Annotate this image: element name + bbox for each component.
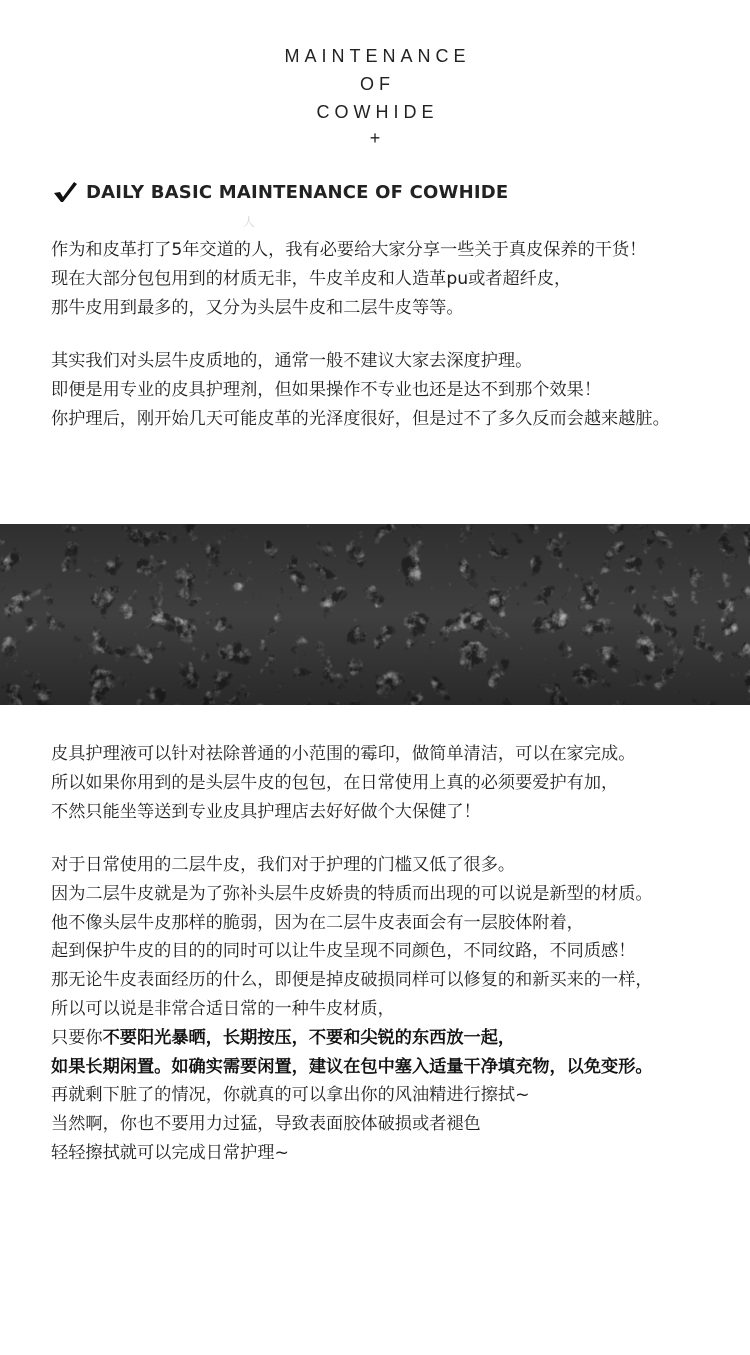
text-line-prefix: 只要你 <box>51 1027 103 1048</box>
bold-advice-text: 如果长期闲置。如确实需要闲置，建议在包中塞入适量干净填充物，以免变形。 <box>51 1056 653 1077</box>
text-line: 你护理后，刚开始几天可能皮革的光泽度很好，但是过不了多久反而会越来越脏。 <box>51 408 670 429</box>
text-line: 其实我们对头层牛皮质地的，通常一般不建议大家去深度护理。 <box>51 351 533 371</box>
text-line: 所以可以说是非常合适日常的一种牛皮材质， <box>51 998 395 1019</box>
bold-advice-line-2 <box>51 1053 741 1082</box>
text-line: 即便是用专业的皮具护理剂，但如果操作不专业也还是达不到那个效果！ <box>51 379 602 400</box>
leather-texture-image <box>0 524 750 705</box>
text-line: 起到保护牛皮的目的的同时可以让牛皮呈现不同颜色，不同纹路，不同质感！ <box>51 941 636 962</box>
bold-advice-line-1 <box>51 1024 741 1053</box>
text-line: 作为和皮革打了5年交道的人，我有必要给大家分享一些关于真皮保养的干货！ <box>51 240 647 260</box>
section-heading-text: DAILY BASIC MAINTENANCE OF COWHIDE <box>86 181 509 203</box>
text-line: 那无论牛皮表面经历的什么，即便是掉皮破损同样可以修复的和新买来的一样， <box>51 970 653 991</box>
bold-advice-text: 不要阳光暴晒，长期按压，不要和尖锐的东西放一起， <box>102 1027 516 1048</box>
text-line: 对于日常使用的二层牛皮，我们对于护理的门槛又低了很多。 <box>51 855 516 875</box>
title-line-of: OF <box>360 74 395 94</box>
plus-divider: + <box>369 128 381 148</box>
title-line-cowhide: COWHIDE <box>316 102 439 122</box>
text-line: 再就剩下脏了的情况，你就真的可以拿出你的风油精进行擦拭~ <box>51 1085 530 1106</box>
text-line: 现在大部分包包用到的材质无非，牛皮羊皮和人造革pu或者超纤皮， <box>51 268 572 289</box>
body-paragraph-1 <box>51 740 741 826</box>
text-line: 因为二层牛皮就是为了弥补头层牛皮娇贵的特质而出现的可以说是新型的材质。 <box>51 883 653 904</box>
faint-mark: 人 <box>243 215 256 229</box>
intro-paragraph-1 <box>51 236 741 322</box>
body-paragraph-2 <box>51 851 741 1168</box>
text-line: 不然只能坐等送到专业皮具护理店去好好做个大保健了！ <box>51 801 481 822</box>
text-line: 轻轻擦拭就可以完成日常护理~ <box>51 1142 289 1163</box>
page-title <box>0 42 750 126</box>
text-line: 所以如果你用到的是头层牛皮的包包，在日常使用上真的必须要爱护有加， <box>51 772 619 793</box>
text-line: 那牛皮用到最多的，又分为头层牛皮和二层牛皮等等。 <box>51 297 464 318</box>
text-line: 皮具护理液可以针对祛除普通的小范围的霉印，做简单清洁，可以在家完成。 <box>51 744 636 764</box>
text-line: 当然啊，你也不要用力过猛，导致表面胶体破损或者褪色 <box>51 1114 481 1135</box>
checkmark-icon <box>52 180 78 204</box>
intro-paragraph-2 <box>51 347 741 433</box>
section-heading <box>52 180 508 204</box>
title-line-maintenance: MAINTENANCE <box>284 46 471 66</box>
cropped-text-fragment <box>51 434 741 438</box>
text-line: 他不像头层牛皮那样的脆弱，因为在二层牛皮表面会有一层胶体附着， <box>51 912 584 933</box>
